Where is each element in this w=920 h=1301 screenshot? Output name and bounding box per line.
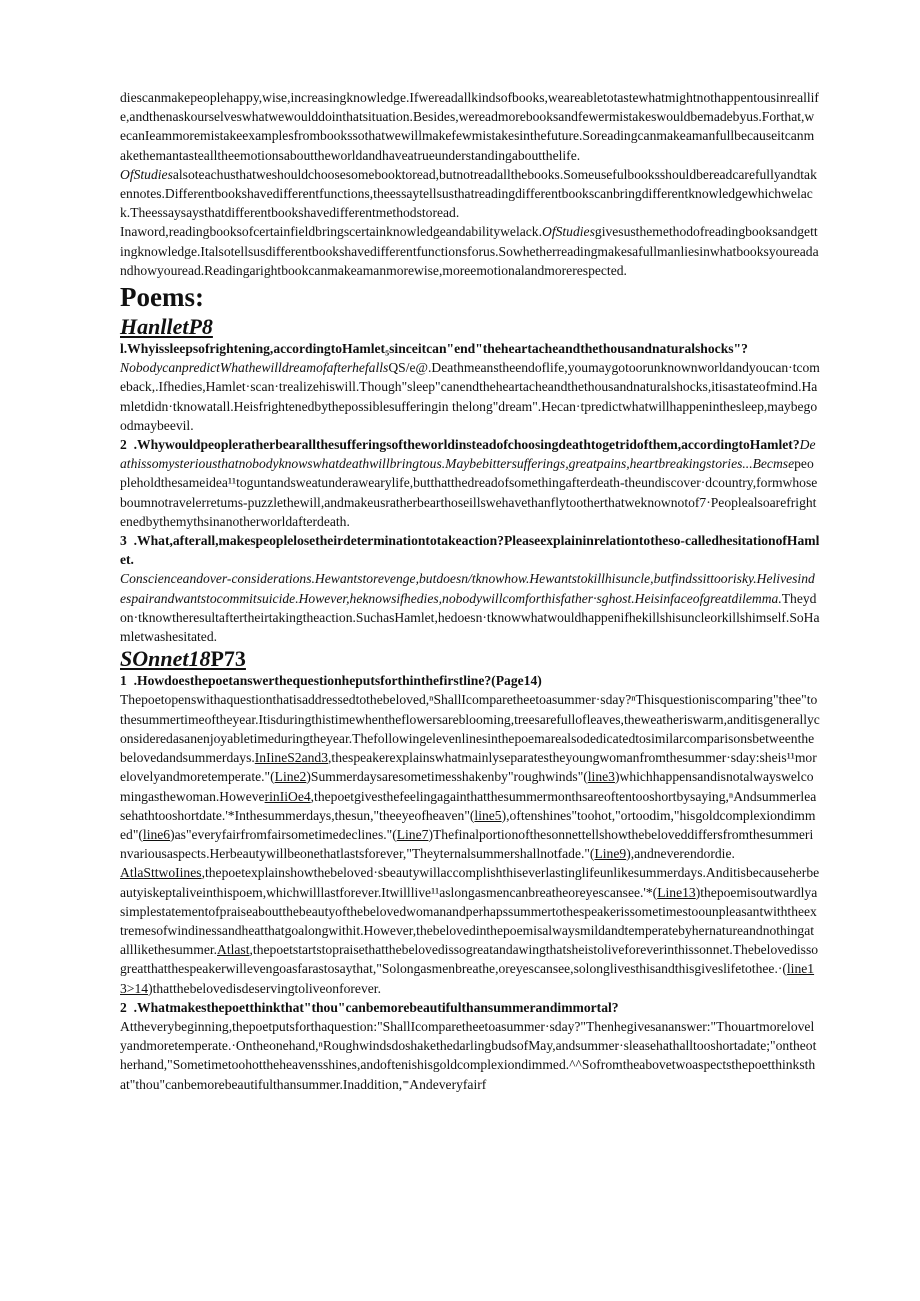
answer-text: )Thefinalportionofthesonnettellshowthebeloveddiffersfromthesummerinvariousaspects.Herbeautywillbeonethatlastsforever,"Theyternalsummershallnotfade."( (120, 826, 814, 862)
answer-text: Theydon·tknowtheresultaftertheirtakingtheaction.SuchasHamlet,hedoesn·tknowwhatwouldhappenifhekillshisuncleorkillshimself.SoHamletwashesitated. (120, 590, 820, 645)
answer-text: ,thepoetstartstopraisethatthebelovedissogreatandawingthatsheistoliveforeverinthissonnet.Thebelovedissogreatthatthespeakerwillevengoasfarastosaythat,"Solongasmenbreathe,oreyescansee,solonglivesthisandthisgiveslifetothee.·( (120, 942, 819, 977)
answer-text: QS/e@.Deathmeanstheendoflife,youmaygotoorunknownworldandyoucan·tcomeback,.Ifhedies,Hamlet·scan·trealizehiswill.Though"sleep"canendtheheartacheandthethousandnaturalshocks,itisastateofmind.Hamletdidn·tknowatall.Heisfrightenedbythepossiblesufferingin thelong"dream".Hecan·tpredictwhatwillhappeninthesleep,maybegoodmaybeevil. (120, 360, 820, 433)
answer-text: ),oftenshines"toohot,"ortoodim,"hisgoldcomplexiondimmed"( (120, 807, 816, 842)
answer-italic: Deathissomysteriousthatnobodyknowswhatdeathwillbringtous.Maybebittersufferings,greatpains,heartbreakingstories...Becmse (120, 437, 816, 472)
subheading-page: P73 (210, 646, 246, 672)
line-ref-link[interactable]: InIineS2and3 (254, 750, 329, 766)
paragraph (120, 165, 820, 223)
answer-text: Thepoetopenswithaquestionthatisaddressedtothebeloved,ⁿShallIcomparetheetoasummer·sday?ⁿThisquestioniscomparing"thee"tothesummertimeoftheyear.Itisduringthistimewhentheflowersareblooming,treesarefullofleaves,theweatheriswarm,anditisgenerallyconsideredasanenjoyabletimeduringtheyear.Thefollowingelevenlinesinthepoemarealsodedicatedtosimilarcomparisonsbetweenthebelovedandsummerdays. (120, 692, 820, 766)
question: l.Whyissleepsofrightening,accordingtoHamlet₅sinceitcan"end"theheartacheandthethousandnaturalshocks"? (120, 341, 748, 357)
question: 2 .Whatmakesthepoetthinkthat"thou"canbemorebeautifulthansummerandimmortal? (120, 999, 619, 1015)
subheading-sonnet18 (120, 646, 820, 671)
document-page (120, 88, 820, 1094)
answer-text: ,thepoetgivesthefeelingagainthatthesummermonthsareoftentooshortbysaying,ⁿAndsummerleasehathtooshortdate.'*Inthesummerdays,thesun,"theeyeofheaven"( (120, 788, 817, 823)
question: 2 .Whywouldpeopleratherbearallthesufferingsoftheworldinsteadofchoosingdeathtogetridofthem,accordingtoHamlet? (120, 437, 800, 453)
essay-title: OfStudies (542, 224, 595, 240)
line-ref-link[interactable]: rinIiOe4 (264, 788, 311, 804)
answer-text: ,thespeakerexplainswhatmainlyseparatestheyoungwomanfromthesummer·sday:sheis¹¹morelovelyandmoretemperate."( (120, 750, 817, 785)
line-ref-link[interactable]: line13>14 (120, 961, 815, 996)
paragraph-text: givesusthemethodofreadingbooksandgettingknowledge.Italsotellsusdifferentbookshavedifferentfunctionsforus.Sowhetherreadingmakesafullmanliesinwhatbooksyoureadandhowyouread.Readingarightbookcanmakeamanmorewise,moreemotionalandmorerespected. (120, 224, 819, 278)
answer-text: )thatthebelovedisdeservingtoliveonforever. (148, 980, 381, 996)
question: 1 .Howdoesthepoetanswerthequestionheputsforthinthefirstline?(Page14) (120, 673, 542, 689)
paragraph: diescanmakepeoplehappy,wise,increasingknowledge.Ifwereadallkindsofbooks,weareabletotastewhatmightnothappentousinreallife,andthenaskourselveswhatwewoulddointhatsituation.Besides,wereadmorebooksandfewermistakeswouldbemadebyus.Forthat,wecanIeammoremistakeexamplesfrombookssothatwewillmakefewmistakesinthefuture.Soreadingcanmakeamanfullbecauseitcanmakethemantastealltheemotionsabouttheworldandhaveatrueunderstandingaboutthelife. (120, 90, 819, 163)
question: 3 .What,afterall,makespeoplelosetheirdeterminationtotakeaction?Pleaseexplaininrelationtotheso-calledhesitationofHamlet. (120, 533, 820, 568)
answer (120, 690, 820, 863)
line-ref-link[interactable]: line5 (474, 807, 502, 823)
line-ref-link[interactable]: Line7 (396, 826, 429, 842)
answer-text: )thepoemisoutwardlyasimplestatementofpraiseaboutthebeautyofthebelovedwomanandperhapssummertothespeakerissometimestoounpleasantwiththeextremesofwindinessandheatthatgoalongwithit.However,thebelovedinthepoemisalwaysmildandtemperatebyhernatureandnothingatalllikethesummer. (120, 884, 818, 958)
essay-title: OfStudies (120, 166, 173, 182)
answer-text: ),andneverendordie. (626, 846, 735, 862)
answer-text: )Summerdaysaresometimesshakenby"roughwinds"( (306, 769, 588, 785)
answer-text: )whichhappensandisnotalwayswelcomingasthewoman.Howeve (120, 769, 814, 804)
paragraph-text: Inaword,readingbooksofcertainfieldbringscertainknowledgeandabilitywelack. (120, 224, 543, 240)
line-ref-link[interactable]: line3 (587, 769, 615, 785)
line-ref-link[interactable]: line6 (142, 826, 171, 842)
line-ref-link[interactable]: Line13 (657, 884, 696, 900)
subheading-italic: SOnnet18 (120, 646, 211, 672)
answer (120, 569, 820, 646)
answer-text: peopleholdthesameidea¹¹toguntandsweatunderawearylife,butthatthedreadofsomethingafterdeath-theundiscover·dcountry,formwhoseboumnotravelerretums-puzzlethewill,andmakeusratherbearthoseillswehavethanflytootherthatweknownotof7·Peoplealsoarefrightenedbythemythsinanotherworldafterdeath. (120, 456, 818, 529)
answer: Attheverybeginning,thepoetputsforthaquestion:"ShallIcomparetheetoasummer·sday?"Thenhegivesananswer:"Thouartmorelovelyandmoretemperate.·Ontheonehand,ⁿRoughwindsdoshakethedarlingbudsofMay,andsummer·sleasehathalltooshortadate;"ontheotherhand,"Sometimetoohottheheavensshines,andoftenishisgoldcomplexiondimmed.^^Sofromtheabovetwoaspectsthepoetthinksthat"thou"canbemorebeautifulthansummer.Inaddition,⁼Andeveryfairf (120, 1018, 817, 1092)
answer-text: )as"everyfairfromfairsometimedeclines."( (170, 826, 397, 842)
line-ref-link[interactable]: Line9 (594, 846, 627, 862)
answer-italic: NobodycanpredictWhathewilldreamofafterhefalls (120, 360, 389, 376)
paragraph-text: alsoteachusthatweshouldchoosesomebooktoread,butnotreadallthebooks.Someusefulbooksshouldbereadcarefullyandtakennotes.Differentbookshavedifferentfunctions,theessaytellsusthatreadingdifferentbookscanbringdifferentknowledgewhichwelack.Theessaysaysthatdifferentbookshavedifferentmethodstoread. (120, 166, 817, 221)
paragraph (120, 222, 820, 280)
section-heading-poems: Poems: (120, 282, 204, 313)
answer (120, 435, 820, 531)
line-ref-link[interactable]: Atlast (217, 942, 250, 958)
line-ref-link[interactable]: Line2 (274, 769, 307, 785)
answer-italic: Conscienceandover-considerations.Hewantstorevenge,butdoesn/tknowhow.Hewantstokillhisuncle,butfindssittoorisky.Helivesindespairandwantstocommitsuicide.However,heknowsifhedies,nobodywillcomforthisfather·sghost.Heisinfaceofgreatdilemma. (120, 571, 815, 606)
line-ref-link[interactable]: AtlaSttwoIines (120, 865, 202, 881)
answer (120, 358, 820, 435)
answer (120, 863, 820, 997)
subheading-hamlet: HanlletP8 (120, 314, 213, 340)
answer-text: ,thepoetexplainshowthebeloved·sbeautywillaccomplishthiseverlastinglifeunlikesummerdays.Anditisbecauseherbeautyiskeptaliveinthispoem,whichwilllastforever.Itwilllive¹¹aslongasmencanbreatheoreyescansee.'*( (120, 865, 820, 900)
